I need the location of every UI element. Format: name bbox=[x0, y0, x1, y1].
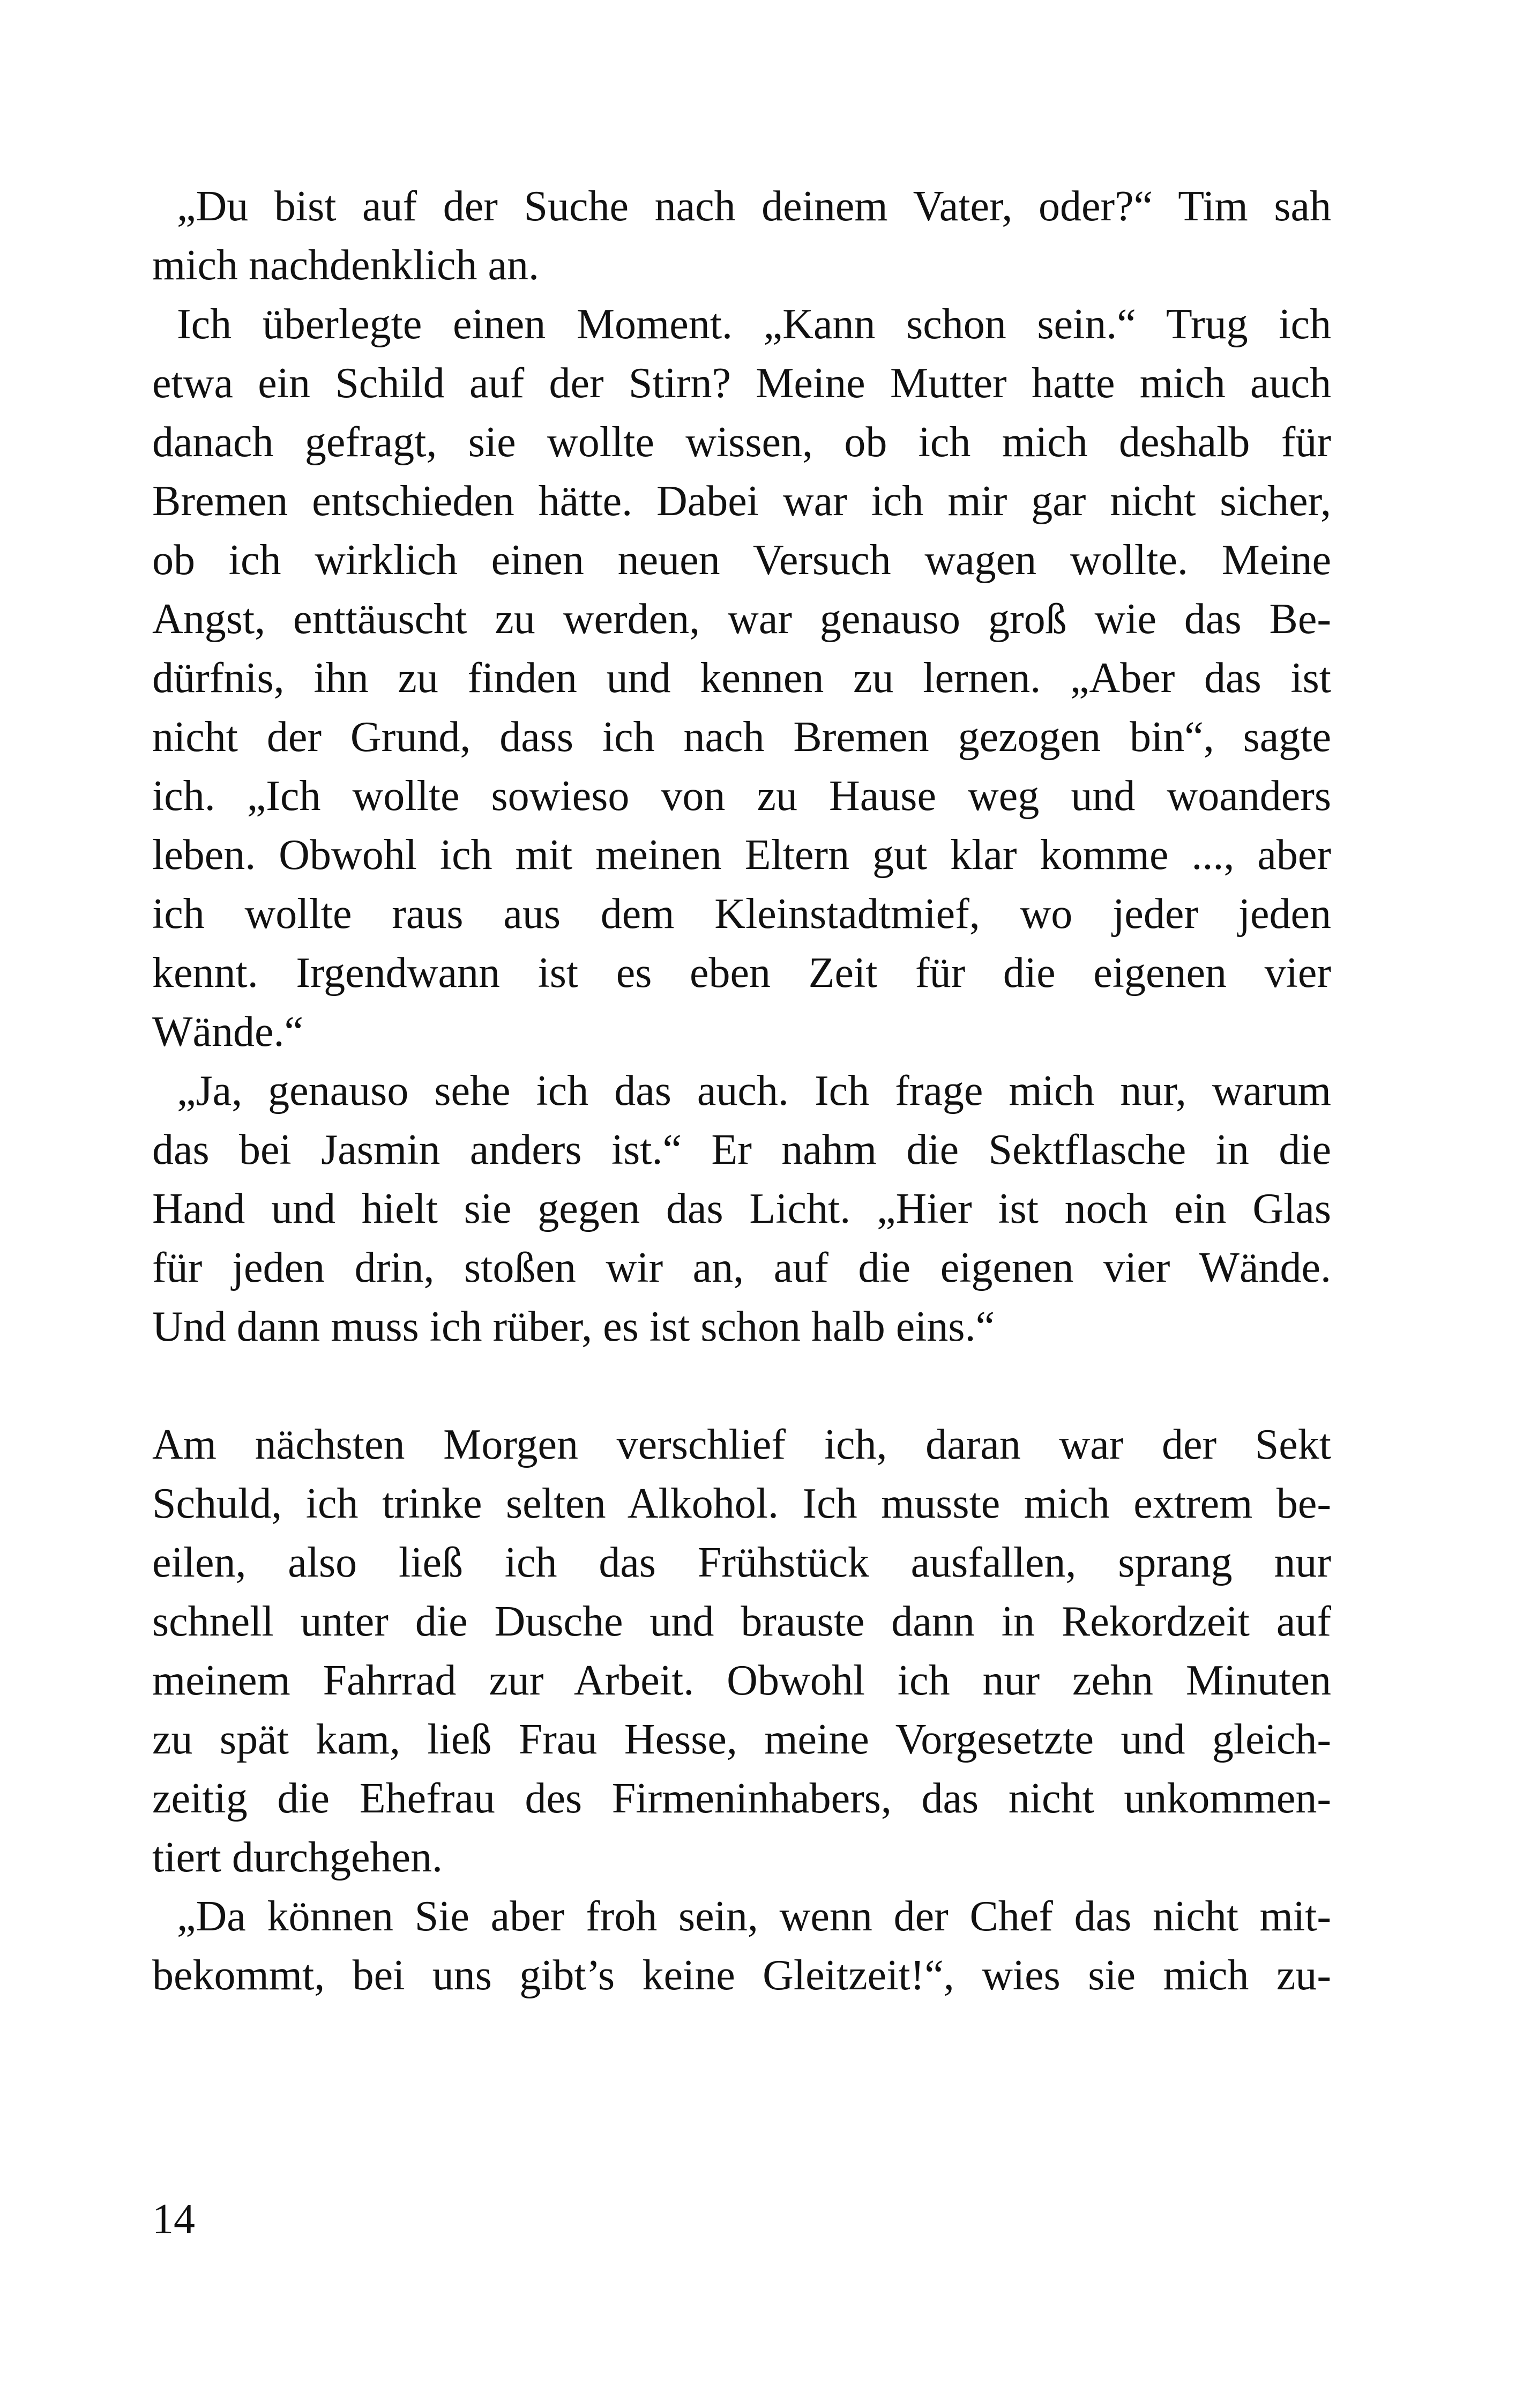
text-line: meinem Fahrrad zur Arbeit. Obwohl ich nur zehn Minuten bbox=[152, 1657, 1331, 1704]
text-line: dürfnis, ihn zu finden und kennen zu lernen. „Aber das ist bbox=[152, 655, 1331, 702]
text-line: ich wollte raus aus dem Kleinstadtmief, wo jeder jeden bbox=[152, 890, 1331, 938]
text-line: zu spät kam, ließ Frau Hesse, meine Vorgesetzte und gleich- bbox=[152, 1716, 1331, 1763]
text-line: etwa ein Schild auf der Stirn? Meine Mutter hatte mich auch bbox=[152, 360, 1331, 407]
text-line: zeitig die Ehefrau des Firmeninhabers, das nicht unkommen- bbox=[152, 1775, 1331, 1822]
text-line: nicht der Grund, dass ich nach Bremen gezogen bin“, sagte bbox=[152, 714, 1331, 761]
text-line: bekommt, bei uns gibt’s keine Gleitzeit!“, wies sie mich zu- bbox=[152, 1952, 1331, 1999]
text-line: mich nachdenklich an. bbox=[152, 242, 539, 289]
text-line: Schuld, ich trinke selten Alkohol. Ich musste mich extrem be- bbox=[152, 1480, 1331, 1527]
text-line: ob ich wirklich einen neuen Versuch wagen wollte. Meine bbox=[152, 537, 1331, 584]
text-line: Und dann muss ich rüber, es ist schon halb eins.“ bbox=[152, 1303, 995, 1350]
text-line: leben. Obwohl ich mit meinen Eltern gut klar komme ..., aber bbox=[152, 831, 1331, 879]
page-number: 14 bbox=[152, 2196, 195, 2243]
text-line: Angst, enttäuscht zu werden, war genauso groß wie das Be- bbox=[152, 596, 1331, 643]
text-line: ich. „Ich wollte sowieso von zu Hause weg und woanders bbox=[152, 772, 1331, 820]
text-line: kennt. Irgendwann ist es eben Zeit für die eigenen vier bbox=[152, 949, 1331, 997]
text-line: Am nächsten Morgen verschlief ich, daran war der Sekt bbox=[152, 1421, 1331, 1468]
text-line: das bei Jasmin anders ist.“ Er nahm die Sektflasche in die bbox=[152, 1126, 1331, 1173]
text-line: Hand und hielt sie gegen das Licht. „Hier ist noch ein Glas bbox=[152, 1185, 1331, 1232]
text-line: danach gefragt, sie wollte wissen, ob ich mich deshalb für bbox=[152, 419, 1331, 466]
text-line: „Du bist auf der Suche nach deinem Vater, oder?“ Tim sah bbox=[177, 183, 1331, 230]
text-line: eilen, also ließ ich das Frühstück ausfallen, sprang nur bbox=[152, 1539, 1331, 1586]
text-line: Bremen entschieden hätte. Dabei war ich mir gar nicht sicher, bbox=[152, 478, 1331, 525]
text-line: Ich überlegte einen Moment. „Kann schon sein.“ Trug ich bbox=[177, 301, 1331, 348]
text-line: für jeden drin, stoßen wir an, auf die eigenen vier Wände. bbox=[152, 1244, 1331, 1291]
body-text bbox=[152, 177, 1331, 2005]
text-line: tiert durchgehen. bbox=[152, 1834, 443, 1881]
text-line: schnell unter die Dusche und brauste dann in Rekordzeit auf bbox=[152, 1598, 1331, 1645]
text-line: Wände.“ bbox=[152, 1008, 304, 1056]
section-break bbox=[152, 1356, 1331, 1415]
text-line: „Ja, genauso sehe ich das auch. Ich frage mich nur, warum bbox=[177, 1067, 1331, 1114]
text-line: „Da können Sie aber froh sein, wenn der Chef das nicht mit- bbox=[177, 1893, 1331, 1940]
